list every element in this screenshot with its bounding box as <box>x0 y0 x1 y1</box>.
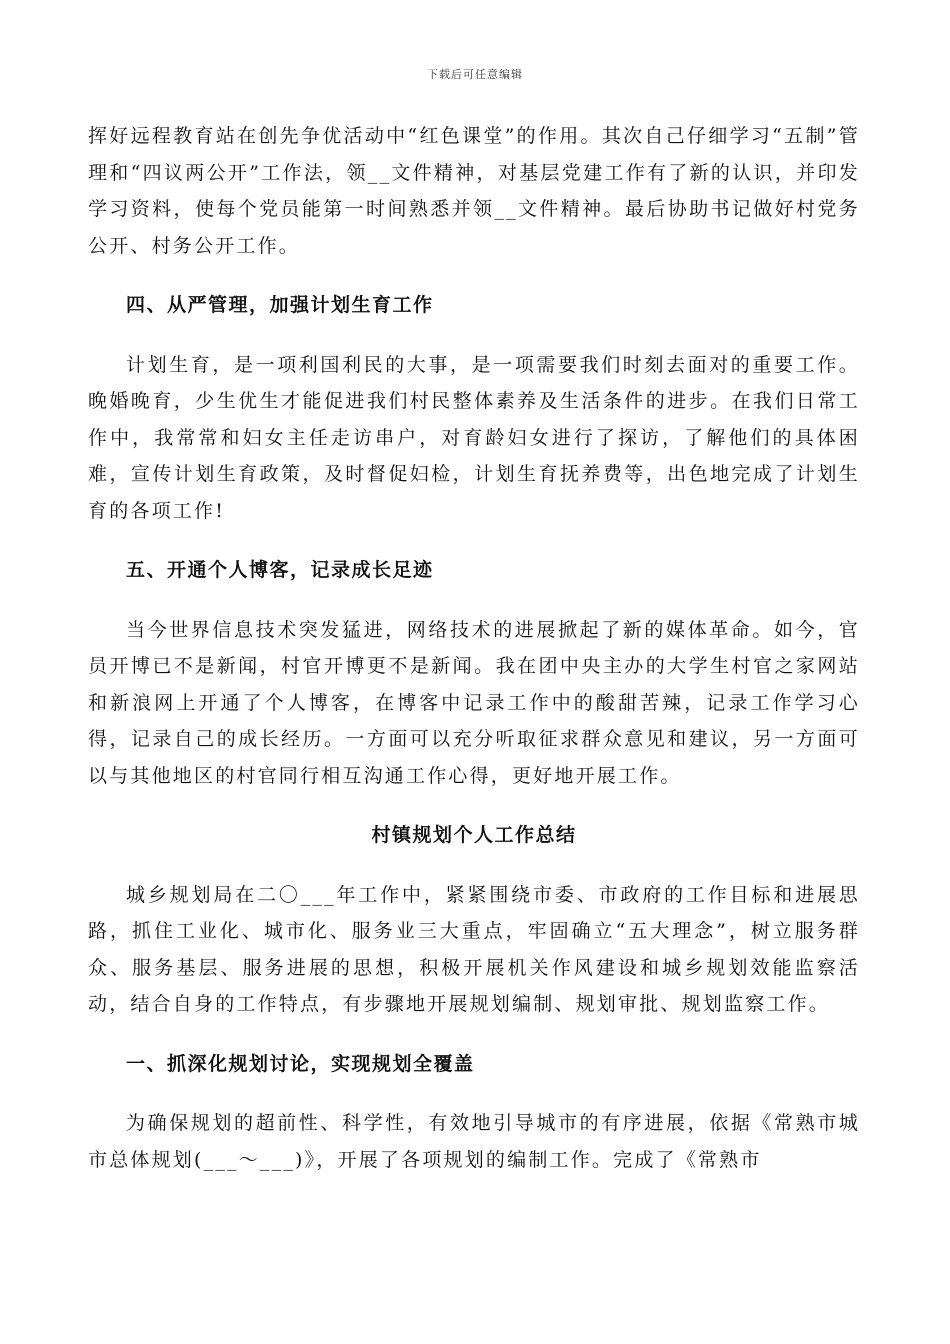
paragraph-continued: 挥好远程教育站在创先争优活动中“红色课堂”的作用。其次自己仔细学习“五制”管理和“四议两公开”工作法，领__文件精神，对基层党建工作有了新的认识，并印发学习资料，使每个党员能第一时间熟悉并领__文件精神。最后协助书记做好村党务公开、村务公开工作。 <box>88 125 860 257</box>
section-heading-planning: 一、抓深化规划讨论，实现规划全覆盖 <box>126 1052 475 1075</box>
paragraph-intro: 城乡规划局在二〇___年工作中，紧紧围绕市委、市政府的工作目标和进展思路，抓住工业化、城市化、服务业三大重点，牢固确立“五大理念”，树立服务群众、服务基层、服务进展的思想，积极开展机关作风建设和城乡规划效能监察活动，结合自身的工作特点，有步骤地开展规划编制、规划审批、规划监察工作。 <box>88 883 860 1015</box>
document-title: 村镇规划个人工作总结 <box>371 824 577 846</box>
section-heading-blog: 五、开通个人博客，记录成长足迹 <box>126 559 434 581</box>
paragraph-family-planning: 计划生育，是一项利国利民的大事，是一项需要我们时刻去面对的重要工作。晚婚晚育，少生优生才能促进我们村民整体素养及生活条件的进步。在我们日常工作中，我常常和妇女主任走访串户，对育龄妇女进行了探访，了解他们的具体困难，宣传计划生育政策，及时督促妇检，计划生育抚养费等，出色地完成了计划生育的各项工作! <box>88 353 860 522</box>
paragraph-planning: 为确保规划的超前性、科学性，有效地引导城市的有序进展，依据《常熟市城市总体规划(___～___)》，开展了各项规划的编制工作。完成了《常熟市 <box>88 1112 860 1171</box>
page-header-note: 下载后可任意编辑 <box>427 68 523 81</box>
document-body <box>88 118 860 1201</box>
paragraph-blog: 当今世界信息技术突发猛进，网络技术的进展掀起了新的媒体革命。如今，官员开博已不是新闻，村官开博更不是新闻。我在团中央主办的大学生村官之家网站和新浪网上开通了个人博客，在博客中记录工作中的酸甜苦辣，记录工作学习心得，记录自己的成长经历。一方面可以充分听取征求群众意见和建议，另一方面可以与其他地区的村官同行相互沟通工作心得，更好地开展工作。 <box>88 618 860 787</box>
section-heading-family-planning: 四、从严管理，加强计划生育工作 <box>126 294 434 316</box>
